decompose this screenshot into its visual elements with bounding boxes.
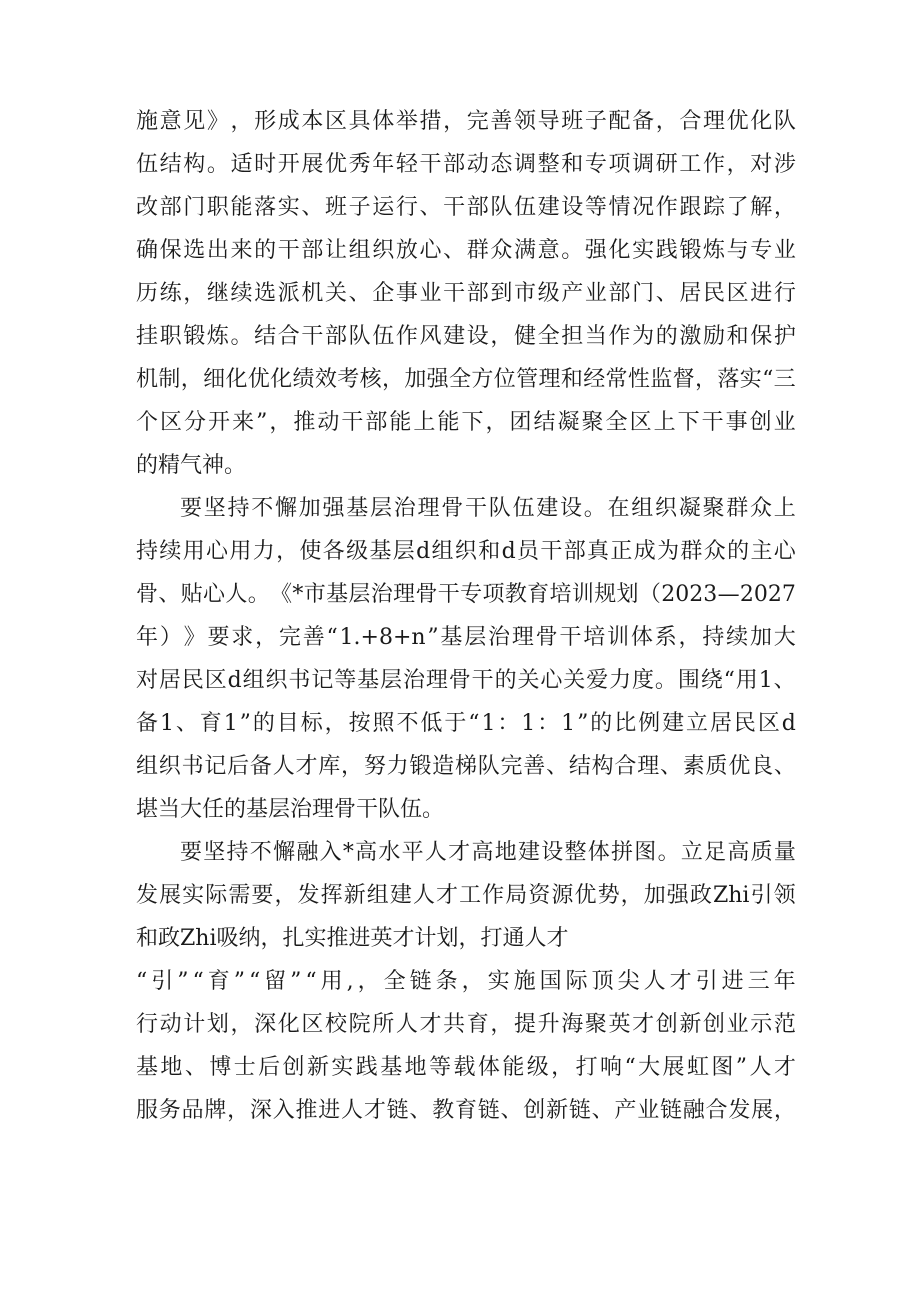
- text-line: 挂 职 锻 炼 。 结 合 干 部 队 伍 作 风 建 设 ， 健 全 担 当 作 为 的 激 励 和 保 护: [136, 324, 796, 349]
- text-line: 年 ） 》 要 求 ， 完 善 “ 1.+8+n ” 基 层 治 理 骨 干 培 训 体 系 ， 持 续 加 大: [136, 625, 796, 650]
- text-line: “ 引 ” “ 育 ” “ 留 ” “ 用 , ， 全 链 条 ， 实 施 国 际 顶 尖 人 才 引 进 三 年: [136, 969, 796, 994]
- text-line: 服 务 品 牌 ， 深 入 推 进 人 才 链 、 教 育 链 、 创 新 链 、 产 业 链 融 合 发 展 ，: [136, 1098, 796, 1123]
- text-line: 改 部 门 职 能 落 实 、 班 子 运 行 、 干 部 队 伍 建 设 等 情 况 作 跟 踪 了 解 ，: [136, 195, 796, 220]
- text-line: 行 动 计 划 ， 深 化 区 校 院 所 人 才 共 育 ， 提 升 海 聚 英 才 创 新 创 业 示 范: [136, 1012, 796, 1037]
- text-line: 对 居 民 区 d 组 织 书 记 等 基 层 治 理 骨 干 的 关 心 关 爱 力 度 。 围 绕 “ 用 1 、: [136, 668, 796, 693]
- text-line: 机 制 ， 细 化 优 化 绩 效 考 核 ， 加 强 全 方 位 管 理 和 经 常 性 监 督 ， 落 实 “ 三: [136, 367, 796, 392]
- paragraph-1: [136, 100, 796, 487]
- text-line: 组 织 书 记 后 备 人 才 库 ， 努 力 锻 造 梯 队 完 善 、 结 构 合 理 、 素 质 优 良 、: [136, 754, 796, 779]
- text-line: 要 坚 持 不 懈 加 强 基 层 治 理 骨 干 队 伍 建 设 。 在 组 织 凝 聚 群 众 上: [180, 496, 796, 521]
- paragraph-3: [136, 831, 796, 1132]
- text-line: 备 1 、 育 1 ” 的 目 标 ， 按 照 不 低 于 “ 1 ： 1 ： 1 ” 的 比 例 建 立 居 民 区 d: [136, 711, 796, 736]
- text-line: 历 练 ， 继 续 选 派 机 关 、 企 事 业 干 部 到 市 级 产 业 部 门 、 居 民 区 进 行: [136, 281, 796, 306]
- text-line: 持 续 用 心 用 力 ， 使 各 级 基 层 d 组 织 和 d 员 干 部 真 正 成 为 群 众 的 主 心: [136, 539, 796, 564]
- text-line: 堪当大任的基层治理骨干队伍。: [136, 797, 445, 822]
- text-line: 基 地 、 博 士 后 创 新 实 践 基 地 等 载 体 能 级 ， 打 响 “ 大 展 虹 图 ” 人 才: [136, 1055, 796, 1080]
- text-line: 的精气神。: [136, 453, 247, 478]
- document-body: [136, 100, 796, 1132]
- text-line: 个 区 分 开 来 ” ， 推 动 干 部 能 上 能 下 ， 团 结 凝 聚 全 区 上 下 干 事 创 业: [136, 410, 796, 435]
- text-line: 骨 、 贴 心 人 。 《 * 市 基 层 治 理 骨 干 专 项 教 育 培 训 规 划 （ 2023 — 2027: [136, 582, 796, 607]
- text-line: 和政Zhi吸纳，扎实推进英才计划，打通人才: [136, 926, 569, 951]
- text-line: 施 意 见 》 ， 形 成 本 区 具 体 举 措 ， 完 善 领 导 班 子 配 备 ， 合 理 优 化 队: [136, 109, 796, 134]
- paragraph-2: [136, 487, 796, 831]
- text-line: 要 坚 持 不 懈 融 入 * 高 水 平 人 才 高 地 建 设 整 体 拼 图 。 立 足 高 质 量: [180, 840, 796, 865]
- text-line: 伍 结 构 。 适 时 开 展 优 秀 年 轻 干 部 动 态 调 整 和 专 项 调 研 工 作 ， 对 涉: [136, 152, 796, 177]
- text-line: 发 展 实 际 需 要 ， 发 挥 新 组 建 人 才 工 作 局 资 源 优 势 ， 加 强 政 Zhi 引 领: [136, 883, 796, 908]
- text-line: 确 保 选 出 来 的 干 部 让 组 织 放 心 、 群 众 满 意 。 强 化 实 践 锻 炼 与 专 业: [136, 238, 796, 263]
